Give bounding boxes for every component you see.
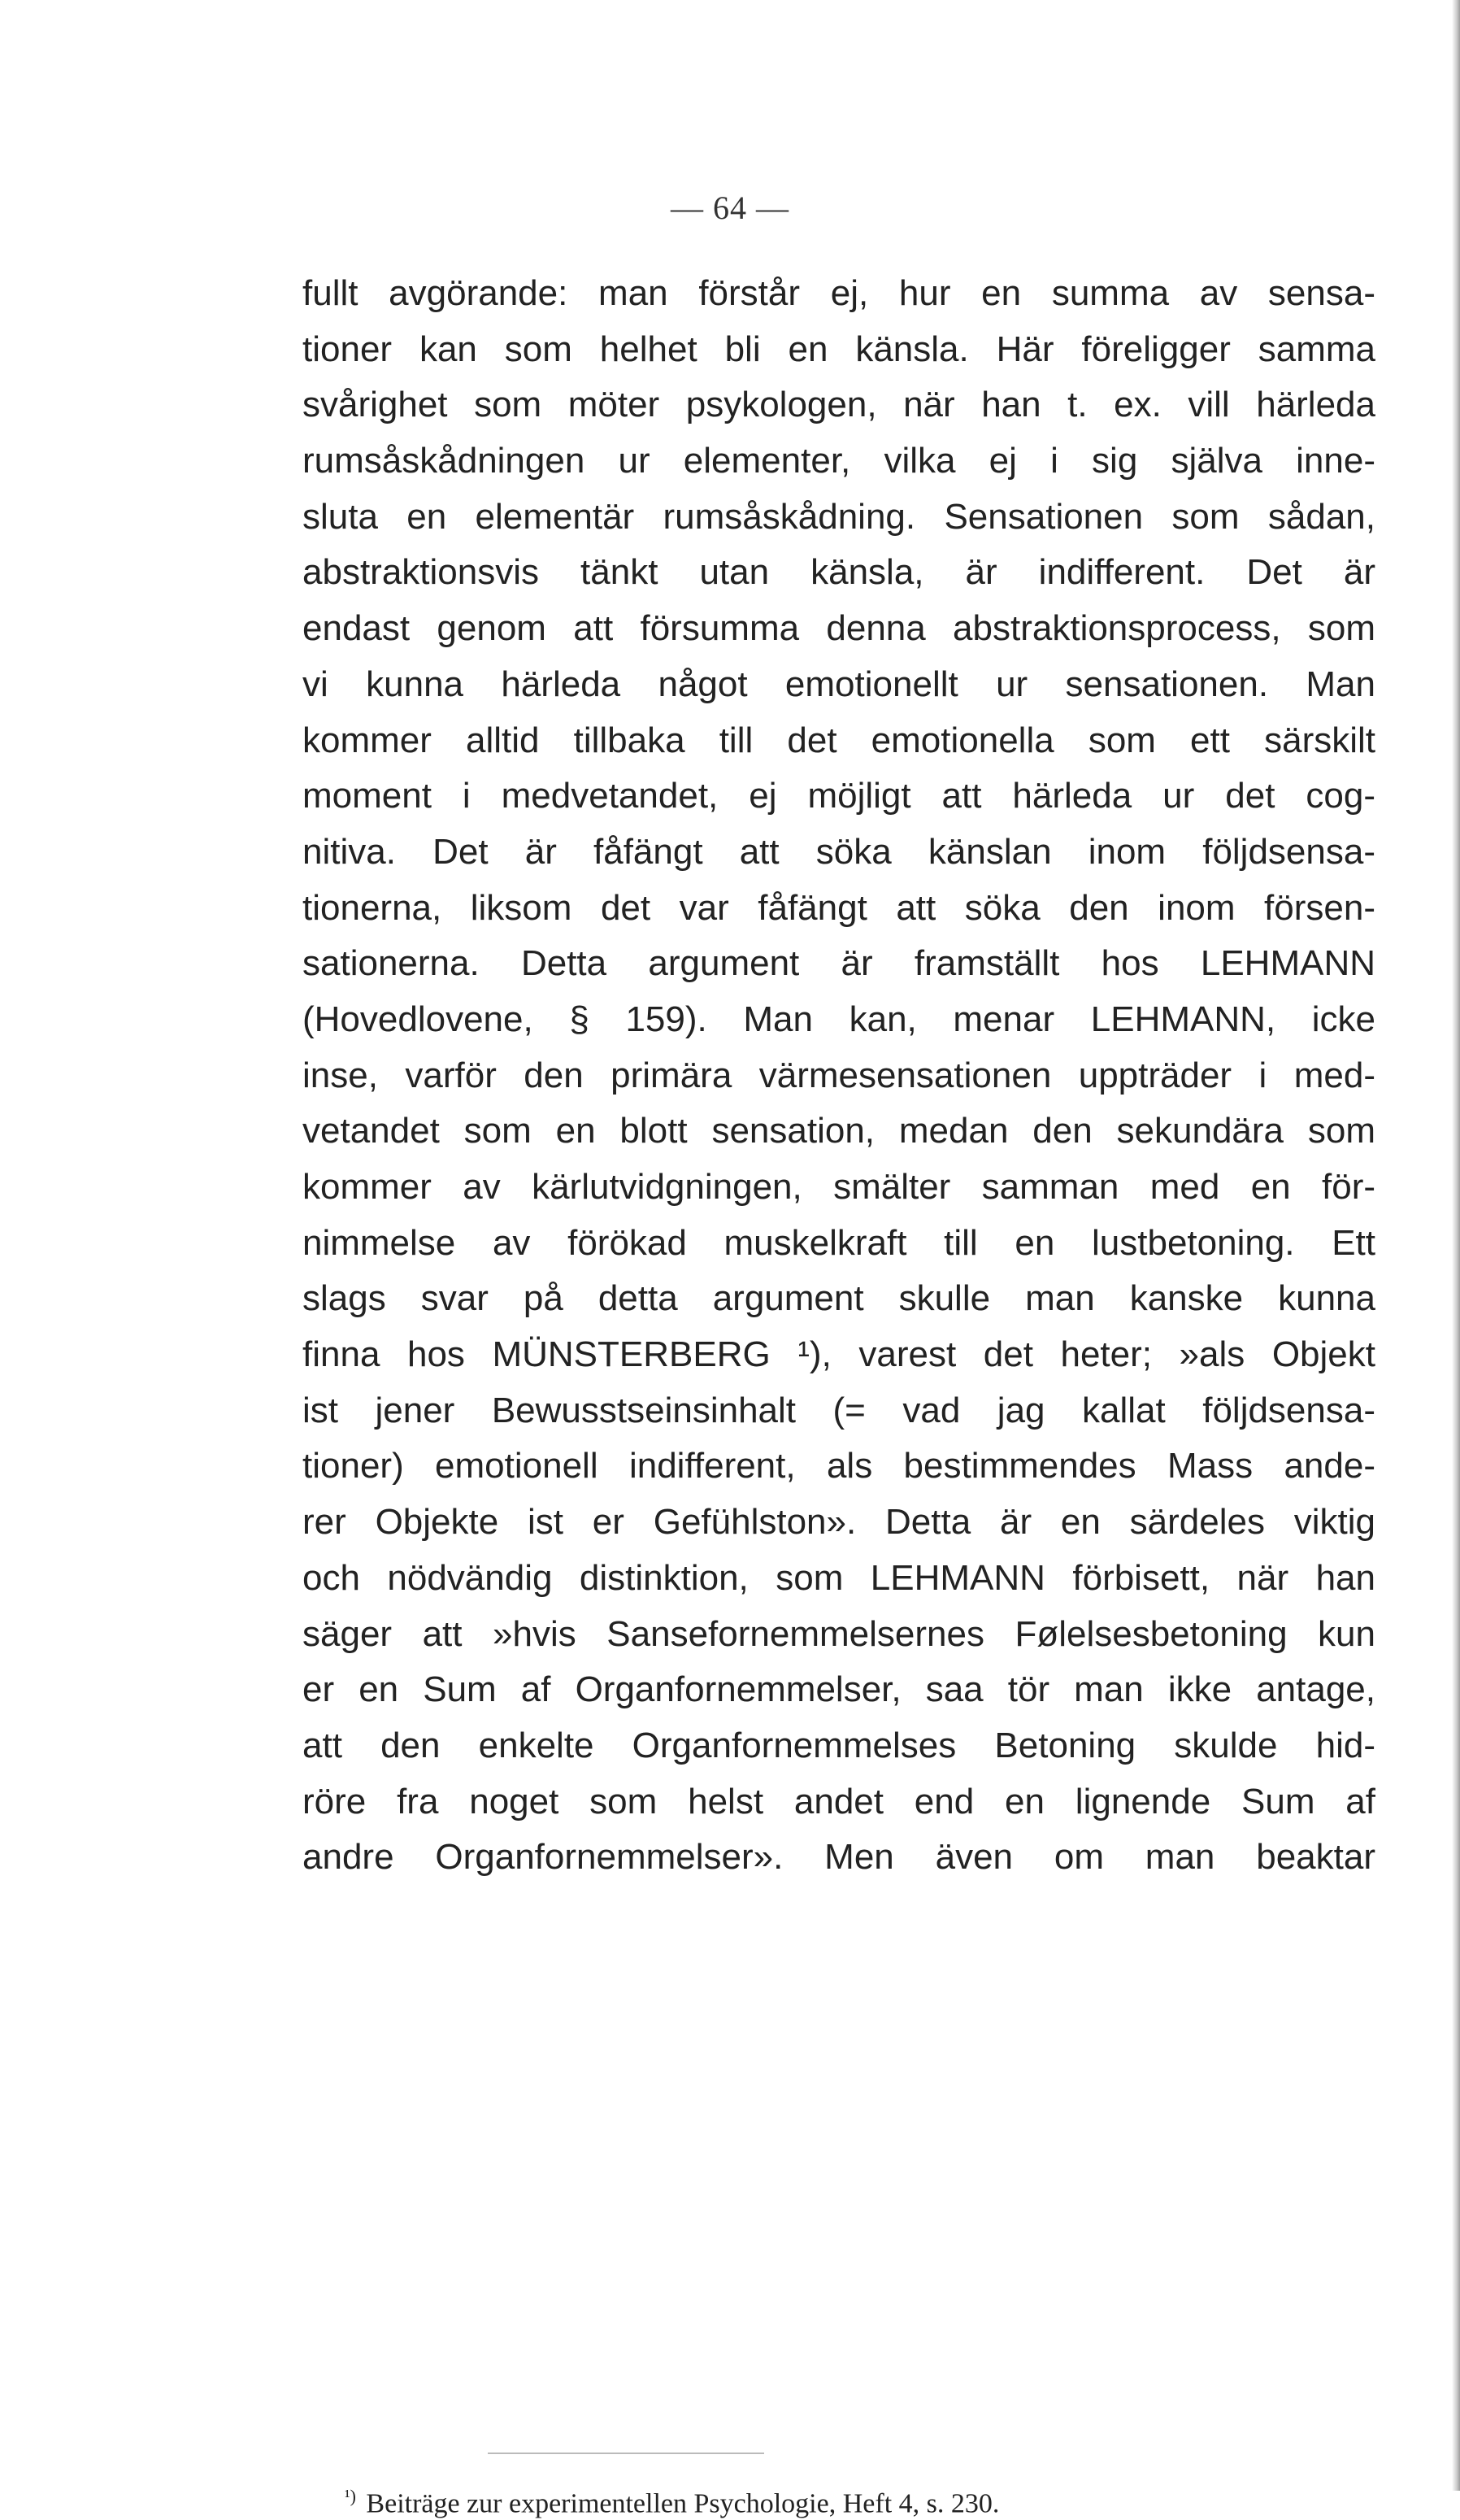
text-line: kommer av kärlutvidgningen, smälter samman med en för- (302, 1167, 1375, 1207)
footnote-marker: ¹) (345, 2486, 356, 2506)
body-text (302, 266, 1375, 1886)
text-line: andre Organfornemmelser». Men även om man beaktar (302, 1837, 1375, 1878)
text-line: moment i medvetandet, ej möjligt att härleda ur det cog- (302, 776, 1375, 816)
text-line: tioner) emotionell indifferent, als bestimmendes Mass ande- (302, 1446, 1375, 1486)
text-line: nitiva. Det är fåfängt att söka känslan inom följdsensa- (302, 831, 1375, 872)
text-line: ist jener Bewusstseinsinhalt (= vad jag kallat följdsensa- (302, 1390, 1375, 1430)
text-line: vetandet som en blott sensation, medan den sekundära som (302, 1111, 1375, 1151)
text-line: att den enkelte Organfornemmelses Betoning skulde hid- (302, 1725, 1375, 1765)
text-line: endast genom att försumma denna abstraktionsprocess, som (302, 608, 1375, 649)
text-line: abstraktionsvis tänkt utan känsla, är indifferent. Det är (302, 552, 1375, 593)
page-number: — 64 — (671, 189, 789, 226)
text-line: (Hovedlovene, § 159). Man kan, menar LEHMANN, icke (302, 999, 1375, 1039)
text-line: tionerna, liksom det var fåfängt att söka den inom försen- (302, 887, 1375, 928)
text-line: och nödvändig distinktion, som LEHMANN förbisett, när han (302, 1557, 1375, 1598)
text-line: tioner kan som helhet bli en känsla. Här föreligger samma (302, 329, 1375, 369)
text-line: sationerna. Detta argument är framställt hos LEHMANN (302, 943, 1375, 984)
text-line: röre fra noget som helst andet end en lignende Sum af (302, 1781, 1375, 1821)
page-edge-shadow (1452, 0, 1460, 2491)
text-line: vi kunna härleda något emotionellt ur sensationen. Man (302, 664, 1375, 704)
text-line: fullt avgörande: man förstår ej, hur en summa av sensa- (302, 273, 1375, 313)
footnote-divider (488, 2453, 764, 2454)
text-line: kommer alltid tillbaka till det emotionella som ett särskilt (302, 720, 1375, 760)
footnote (345, 2480, 1345, 2520)
text-line: rumsåskådningen ur elementer, vilka ej i sig själva inne- (302, 441, 1375, 481)
text-line: slags svar på detta argument skulle man kanske kunna (302, 1278, 1375, 1319)
text-line: sluta en elementär rumsåskådning. Sensationen som sådan, (302, 496, 1375, 537)
text-line: inse, varför den primära värmesensationen uppträder i med- (302, 1055, 1375, 1095)
text-line: svårighet som möter psykologen, när han t. ex. vill härleda (302, 385, 1375, 425)
text-line: säger att »hvis Sansefornemmelsernes Følelsesbetoning kun (302, 1613, 1375, 1654)
text-line: er en Sum af Organfornemmelser, saa tör man ikke antage, (302, 1669, 1375, 1710)
text-line: finna hos MÜNSTERBERG ¹), varest det heter; »als Objekt (302, 1334, 1375, 1375)
text-line: nimmelse av förökad muskelkraft till en lustbetoning. Ett (302, 1222, 1375, 1263)
footnote-text: Beiträge zur experimentellen Psychologie, Heft 4, s. 230. (366, 2488, 1000, 2519)
text-line: rer Objekte ist er Gefühlston». Detta är en särdeles viktig (302, 1502, 1375, 1543)
